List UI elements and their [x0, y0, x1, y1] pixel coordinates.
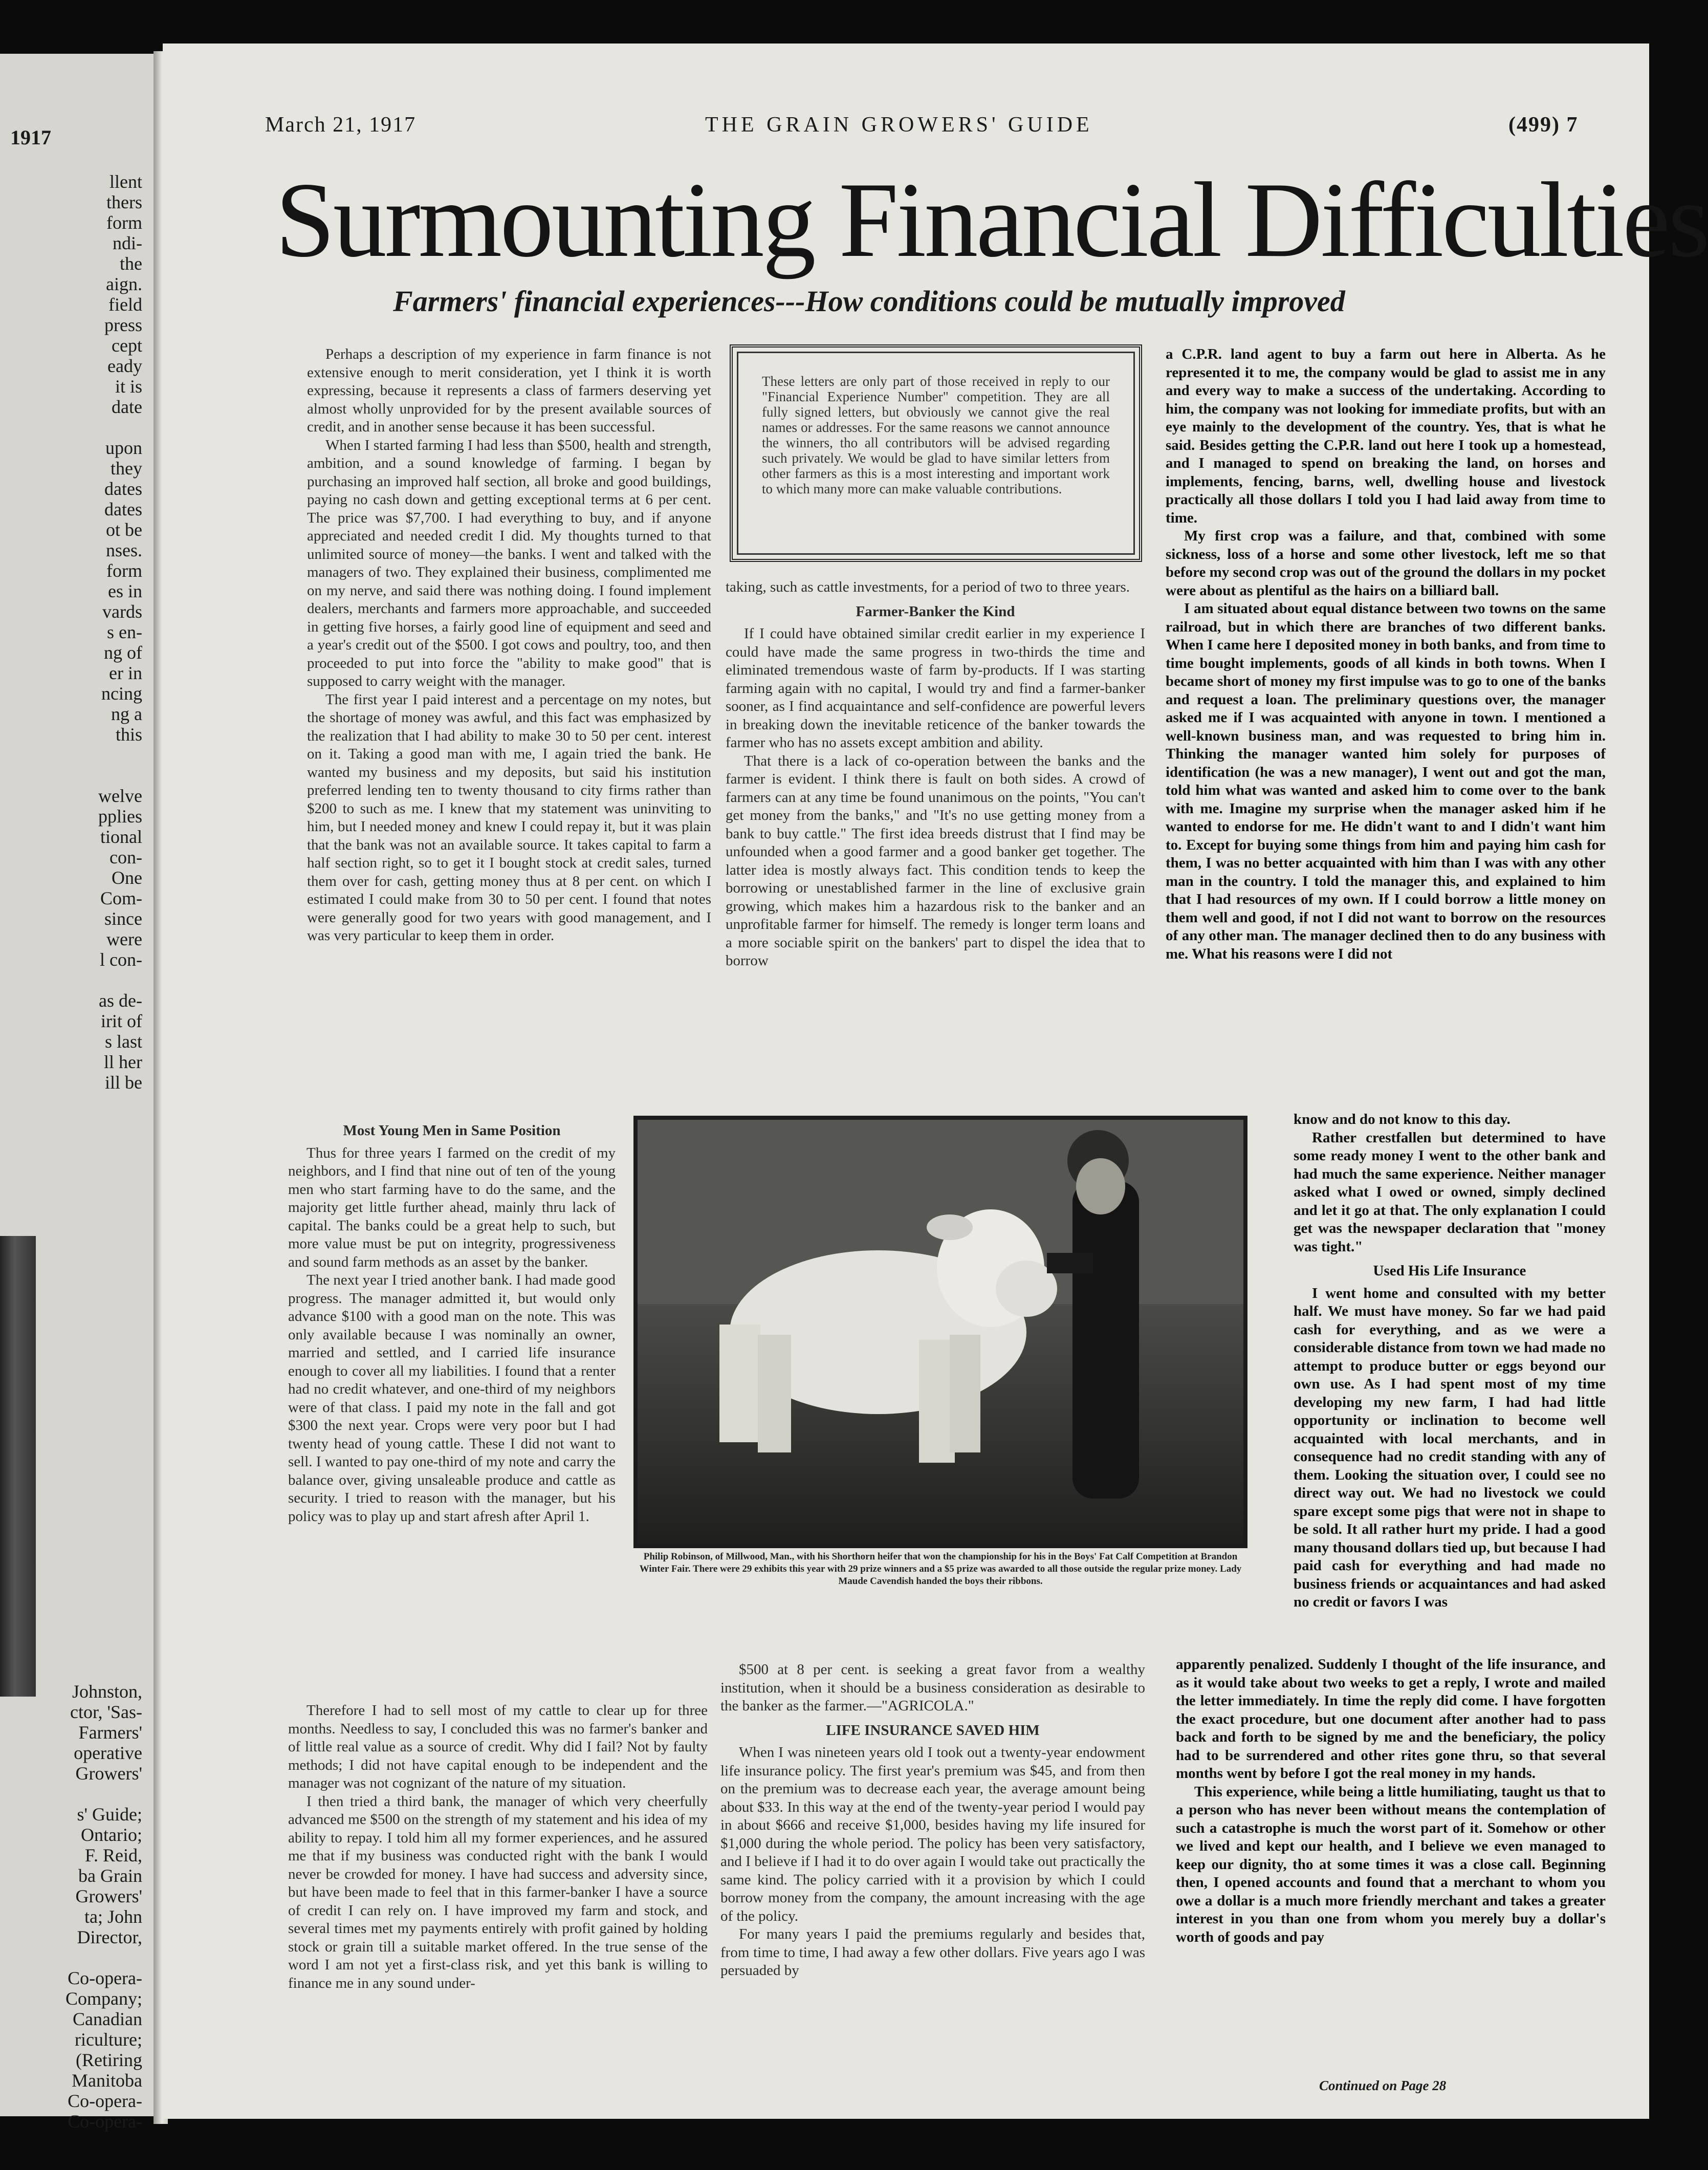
- adjacent-line-fragment: Canadian: [73, 2009, 142, 2029]
- adjacent-line-fragment: ng of: [104, 642, 142, 663]
- adjacent-line-fragment: F. Reid,: [84, 1845, 142, 1865]
- section-heading: Farmer-Banker the Kind: [856, 603, 1015, 620]
- adjacent-line-fragment: nses.: [106, 540, 142, 560]
- adjacent-page-year: 1917: [10, 126, 51, 149]
- adjacent-line-fragment: riculture;: [75, 2029, 142, 2050]
- column-2-top: [726, 578, 1145, 1100]
- adjacent-line-fragment: dates: [104, 499, 142, 519]
- adjacent-line-fragment: Co-opera-: [68, 1968, 142, 1988]
- adjacent-line-fragment: ndi-: [113, 233, 142, 253]
- paragraph: If I could have obtained similar credit earlier in my experience I could have made the same progress in two-thirds the time and eliminated tremendous waste of farm by-products. If I was starting farming again with no capital, I would try and find a farmer-banker sooner, as I find acquaintance and self-confidence are powerful levers in breaking down the inevitable reticence of the banker towards the farmer who has no assets except ambition and ability.: [726, 625, 1145, 751]
- paragraph: taking, such as cattle investments, for a period of two to three years.: [726, 579, 1130, 595]
- adjacent-page-fragment: [0, 54, 163, 2132]
- adjacent-line-fragment: Co-opera-: [68, 2091, 142, 2111]
- column-2-bottom: [720, 1661, 1145, 2111]
- adjacent-line-fragment: this: [115, 724, 142, 745]
- adjacent-line-fragment: vards: [102, 601, 142, 622]
- continued-note: Continued on Page 28: [1319, 2078, 1447, 2093]
- paragraph: When I started farming I had less than $500, health and strength, ambition, and a sound knowledge of farming. I began by purchasing an improved half section, all broke and good buildings, paying no cash down and getting exceptional terms at 6 per cent. The price was $7,700. I had everything to buy, and if anyone appreciated and needed credit I did. My thoughts turned to that unlimited source of money—the banks. I went and talked with the managers of two. They explained their business, complimented me on my nerve, and said there was nothing doing. I found implement dealers, merchants and farmers more approachable, and succeeded in getting five horses, a fairly good line of equipment and seed and a year's credit out of the $500. I got cows and poultry, too, and then proceeded to put into force the "ability to make good" that is supposed to carry weight with the manager.: [307, 437, 711, 689]
- adjacent-line-fragment: ta; John: [84, 1906, 142, 1927]
- issue-date: March 21, 1917: [265, 113, 417, 137]
- column-1-top: [307, 345, 711, 1108]
- adjacent-line-fragment: form: [106, 560, 142, 581]
- article-title: Surmounting Financial Difficulties: [275, 161, 1708, 279]
- paragraph: For many years I paid the premiums regularly and besides that, from time to time, I had away a few other dollars. Five years ago I was persuaded by: [720, 1926, 1145, 1979]
- section-heading: Used His Life Insurance: [1373, 1263, 1526, 1279]
- adjacent-line-fragment: ill be: [105, 1072, 142, 1093]
- adjacent-line-fragment: ng a: [111, 704, 142, 724]
- adjacent-line-fragment: Growers': [75, 1763, 142, 1784]
- adjacent-line-fragment: welve: [98, 786, 142, 806]
- page-number: (499) 7: [1508, 113, 1579, 137]
- editor-notice-box: [730, 344, 1142, 562]
- column-3-top: [1166, 345, 1606, 1103]
- adjacent-line-fragment: thers: [106, 192, 142, 212]
- paragraph: Therefore I had to sell most of my cattle to clear up for three months. Needless to say, I concluded this was no farmer's banker and of little real value as a source of credit. Why did I fail? Not by faulty methods; I did not have capital enough to be independent and the manager was not cognizant of the nature of my situation.: [288, 1702, 708, 1791]
- adjacent-line-fragment: as de-: [99, 990, 142, 1011]
- adjacent-line-fragment: Growers': [75, 1886, 142, 1906]
- paragraph: The first year I paid interest and a percentage on my notes, but the shortage of money was awful, and this fact was emphasized by the realization that I had ability to make 30 to 50 per cent. interest on it. Taking a good man with me, I again tried the bank. He wanted my business and my deposits, but said his institution preferred lending ten to twenty thousand to city firms rather than $200 to such as me. I knew that my statement was uninviting to him, but I needed money and knew I could repay it, but it was plain that the bank was not an available source. It takes capital to farm a half section right, so to get it I bought stock at credit sales, turned them over for cash, getting money thus at 8 per cent. on which I estimated I could make from 30 to 50 per cent. I found that notes were generally good for two years with good management, and I was very particular to keep them in order.: [307, 691, 711, 944]
- adjacent-line-fragment: (Retiring: [76, 2050, 142, 2070]
- section-heading: LIFE INSURANCE SAVED HIM: [826, 1722, 1040, 1739]
- adjacent-line-fragment: irit of: [101, 1011, 142, 1031]
- adjacent-line-fragment: Ontario;: [81, 1825, 142, 1845]
- paragraph: That there is a lack of co-operation between the banks and the farmer is evident. I think there is fault on both sides. A crowd of farmers can at any time be found unanimous on the points, "You can't get money from the banks," and "It's no use getting money from a bank to buy cattle." The first idea breeds distrust that I find may be unfounded when a good farmer and a good banker get together. The latter idea is mostly always fact. This condition tends to keep the borrowing or unestablished farmer in the line of exclusive grain growing, which makes him a hazardous risk to the banker and an unprofitable farmer for himself. The remedy is longer term loans and a more sociable spirit on the bankers' part to dispel the idea that to borrow: [726, 752, 1145, 969]
- section-heading: Most Young Men in Same Position: [343, 1122, 561, 1139]
- article-subtitle: Farmers' financial experiences---How conditions could be mutually improved: [393, 285, 1345, 318]
- adjacent-line-fragment: es in: [108, 581, 142, 601]
- column-1-bottom: [288, 1702, 708, 2070]
- paragraph: My first crop was a failure, and that, combined with some sickness, loss of a horse and some other livestock, left me so that before my second crop was out of the ground the dollars in my pocket were about as plentiful as the hairs on a billiard ball.: [1166, 528, 1606, 599]
- adjacent-line-fragment: ba Grain: [78, 1865, 142, 1886]
- adjacent-line-fragment: con-: [110, 847, 142, 867]
- paragraph: I went home and consulted with my better half. We must have money. So far we had paid cash for everything, and as we were a considerable distance from town we had made no attempt to produce butter or eggs beyond our own use. As I had spent most of my time developing my new farm, I had had little opportunity or inclination to become well acquainted with local merchants, and in consequence had no credit standing with any of them. Looking the situation over, I could see no direct way out. We had no livestock we could spare except some pigs that were not in shape to be sold. It all rather hurt my pride. I had a good many thousand dollars tied up, but because I had paid cash for everything and had made no business friends or acquaintances and had asked no credit or favors I was: [1294, 1285, 1606, 1610]
- editor-notice-text: These letters are only part of those received in reply to our "Financial Experience Number" competition. They are all fully signed letters, but obviously we cannot give the real names or addresses. For the same reasons we cannot announce the winners, tho all contributors will be advised regarding such privately. We would be glad to have similar letters from other farmers as this is a most interesting and important work to which many more can make valuable contributions.: [737, 352, 1135, 555]
- paragraph: apparently penalized. Suddenly I thought of the life insurance, and as it would take about two weeks to get a reply, I wrote and mailed the letter immediately. In time the reply did come. I have forgotten the exact procedure, but one document after another had to pass back and forth to be signed by me and the beneficiary, the policy had to be surrendered and other rites gone thru, so that several months went by before I got the real money in my hands.: [1176, 1656, 1606, 1782]
- newspaper-page: [163, 44, 1708, 2119]
- adjacent-line-fragment: field: [108, 294, 142, 315]
- adjacent-line-fragment: press: [104, 315, 142, 335]
- column-3-middle: [1294, 1111, 1606, 1666]
- adjacent-line-fragment: s en-: [107, 622, 142, 642]
- adjacent-line-fragment: they: [111, 458, 142, 479]
- paragraph: I then tried a third bank, the manager of which very cheerfully advanced me $500 on the strength of my statement and his idea of my ability to repay. I told him all my former experiences, and he assured me that if my business was conducted right with the bank I would never be crowded for money. I have had success and adversity since, but have been made to feel that in this farmer-banker I have a source of credit I can rely on. I have improved my farm and stock, and several times met my payments entirely with profit gained by holding stock or grain till a suitable market offered. In the true sense of the word I am not yet a first-class risk, and yet this bank is willing to finance me in any sound under-: [288, 1793, 708, 1991]
- adjacent-line-fragment: Co-opera-: [68, 2111, 142, 2132]
- adjacent-line-fragment: s last: [104, 1031, 142, 1052]
- adjacent-line-fragment: were: [106, 929, 142, 949]
- paragraph: This experience, while being a little humiliating, taught us that to a person who has never been without means the contemplation of such a catastrophe is much the worst part of it. Somehow or other we lived and kept our health, and I believe we even managed to keep our dignity, tho at some times it was a close call. Beginning then, I opened accounts and found that a merchant to whom you owe a dollar is a much more friendly merchant and takes a greater interest in you than one from whom you merely buy a dollar's worth of goods and pay: [1176, 1783, 1606, 1945]
- column-3-bottom: [1176, 1656, 1606, 2075]
- adjacent-line-fragment: dates: [104, 479, 142, 499]
- adjacent-line-fragment: aign.: [106, 274, 142, 294]
- adjacent-line-fragment: Com-: [100, 888, 142, 908]
- paragraph: Rather crestfallen but determined to have some ready money I went to the other bank and had much the same experience. Neither manager asked what I owed or owned, simply declined and let it go at that. The only explanation I could get was the newspaper declaration that "money was tight.": [1294, 1129, 1606, 1255]
- paragraph: $500 at 8 per cent. is seeking a great favor from a wealthy institution, when it should be a business consideration as desirable to the banker as the farmer.—"AGRICOLA.": [720, 1661, 1145, 1714]
- adjacent-line-fragment: llent: [110, 171, 142, 192]
- adjacent-line-fragment: date: [112, 397, 142, 417]
- column-1-middle: [288, 1116, 616, 1709]
- adjacent-line-fragment: upon: [105, 438, 142, 458]
- paragraph: The next year I tried another bank. I had made good progress. The manager admitted it, but would only advance $100 with a good man on the note. This was only available because I was nominally an owner, married and settled, and I carried life insurance enough to cover all my liabilities. I found that a renter had no credit whatever, and one-third of my neighbors were of that class. I paid my note in the fall and got $300 the next year. Crops were very poor but I had twenty head of young cattle. These I did not want to sell. I wanted to pay one-third of my note and carry the balance over, giving unsaleable produce and cattle as security. I tried to reason with the manager, but his policy was to play up and start afresh after April 1.: [288, 1272, 616, 1525]
- adjacent-line-fragment: Manitoba: [72, 2070, 142, 2091]
- adjacent-line-fragment: since: [104, 908, 142, 929]
- publication-name: THE GRAIN GROWERS' GUIDE: [705, 113, 1093, 137]
- adjacent-line-fragment: One: [112, 867, 142, 888]
- paragraph: know and do not know to this day.: [1294, 1111, 1510, 1127]
- adjacent-line-fragment: Director,: [77, 1927, 142, 1947]
- adjacent-line-fragment: ncing: [101, 683, 142, 704]
- adjacent-line-fragment: pplies: [98, 806, 142, 827]
- paragraph: Thus for three years I farmed on the credit of my neighbors, and I find that nine out of ten of the young men who start farming have to do the same, and the majority get little further ahead, mainly thru lack of capital. The banks could be a great help to such, but more value must be put on integrity, progressiveness and sound farm methods as an asset by the banker.: [288, 1144, 616, 1270]
- adjacent-line-fragment: cept: [112, 335, 142, 356]
- adjacent-line-fragment: tional: [100, 827, 142, 847]
- adjacent-line-fragment: er in: [109, 663, 142, 683]
- adjacent-line-fragment: l con-: [100, 949, 142, 970]
- adjacent-line-fragment: s' Guide;: [77, 1804, 142, 1825]
- adjacent-line-fragment: Company;: [65, 1988, 142, 2009]
- adjacent-line-fragment: form: [106, 212, 142, 233]
- adjacent-line-fragment: Johnston,: [72, 1681, 142, 1702]
- paragraph: When I was nineteen years old I took out a twenty-year endowment life insurance policy. The first year's premium was $45, and from then on the premium was to decrease each year, the average amount being about $33. In this way at the end of the twenty-year period I would pay in about $666 and receive $1,000, besides having my life insured for $1,000 during the whole period. The policy has been very satisfactory, and I believe if I had it to do over again I would take out practically the same kind. The policy carried with it a provision by which I could borrow money from the company, the amount increasing with the age of the policy.: [720, 1744, 1145, 1924]
- heifer-photo-illustration: [638, 1120, 1243, 1544]
- photo-boy-with-heifer: [633, 1116, 1247, 1548]
- adjacent-line-fragment: operative: [74, 1743, 142, 1763]
- adjacent-line-fragment: ll her: [104, 1052, 142, 1072]
- adjacent-line-fragment: the: [120, 253, 142, 274]
- adjacent-line-fragment: eady: [107, 356, 142, 376]
- adjacent-line-fragment: ctor, 'Sas-: [70, 1702, 142, 1722]
- paragraph: a C.P.R. land agent to buy a farm out here in Alberta. As he represented it to me, the company would be glad to assist me in any and every way to make a success of the undertaking. According to him, the company was not looking for immediate profits, but with an eye mainly to the development of the country. Yes, that is what he said. Besides getting the C.P.R. land out here I took up a homestead, and I managed to spend on breaking the land, on horses and implements, fencing, barns, well, dwelling house and livestock practically all those dollars I told you I had laid away from time to time.: [1166, 346, 1606, 526]
- adjacent-line-fragment: it is: [115, 376, 142, 397]
- adjacent-line-fragment: ot be: [106, 519, 142, 540]
- paragraph: I am situated about equal distance between two towns on the same railroad, but in which there are branches of two different banks. When I came here I deposited money in both banks, and from time to time bought implements, goods of all kinds in both towns. When I became short of money my first impulse was to go to one of the banks and request a loan. The preliminary questions over, the manager asked me if I was acquainted with anyone in town. I mentioned a well-known business man, and was requested to bring him in. Thinking the manager wanted him solely for purposes of identification (he was a new manager), I went out and got the man, told him what was wanted and asked him to come over to the bank with me. Imagine my surprise when the manager asked him if he wanted to endorse for me. He didn't want to and I didn't want him to. Except for buying some things from him and paying him cash for them, I was no better acquainted with him than I was with any other man in the country. I told the manager this, and explained to him that I had resources of my own. If I could borrow a little money on them well and good, if not I did not want to borrow on the resources of any other man. The manager declined then to do any business with me. What his reasons were I did not: [1166, 600, 1606, 962]
- adjacent-line-fragment: Farmers': [78, 1722, 142, 1743]
- paragraph: Perhaps a description of my experience in farm finance is not extensive enough to merit consideration, yet I think it is worth expressing, because it represents a class of farmers deserving yet almost wholly unprovided for by the present available sources of credit, and in another sense because it has been successful.: [307, 346, 711, 435]
- photo-caption: Philip Robinson, of Millwood, Man., with his Shorthorn heifer that won the championship for his in the Boys' Fat Calf Competition at Brandon Winter Fair. There were 29 exhibits this year with 29 prize winners and a $5 prize was awarded to all those outside the regular prize money. Lady Maude Cavendish handed the boys their ribbons.: [639, 1551, 1242, 1587]
- adjacent-photo-fragment: [0, 1236, 36, 1697]
